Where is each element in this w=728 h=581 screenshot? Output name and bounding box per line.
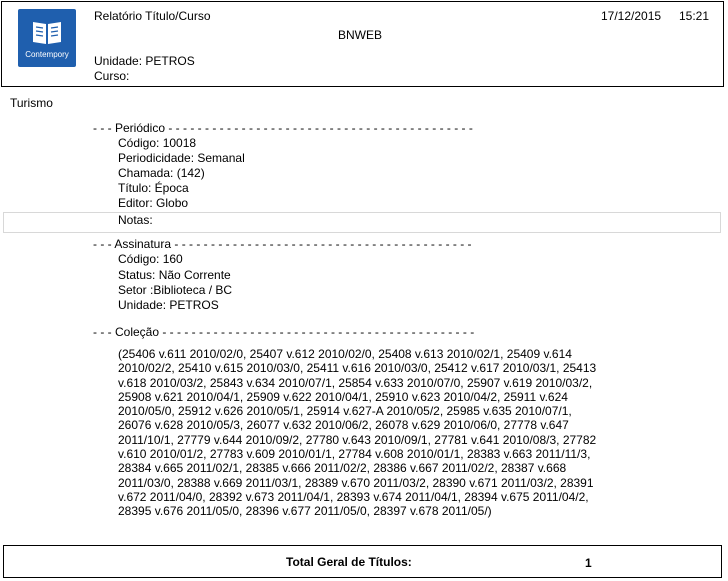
periodico-chamada: Chamada: (142) xyxy=(118,166,205,180)
periodico-codigo: Código: 10018 xyxy=(118,136,197,150)
section-title: Turismo xyxy=(10,96,53,110)
periodico-notas: Notas: xyxy=(118,213,153,227)
logo-text: Contempory xyxy=(25,50,69,59)
periodico-titulo: Título: Época xyxy=(118,181,189,195)
periodico-editor: Editor: Globo xyxy=(118,196,189,210)
assinatura-heading: - - - Assinatura - - - - - - - - - - - - - - - - - - - - - - - - - - - - - - - - - - - - - - - - - xyxy=(93,237,472,251)
report-date: 17/12/2015 xyxy=(601,9,662,23)
colecao-line: 2011/10/1, 27779 v.644 2010/09/2, 27780 v.643 2010/09/1, 27781 v.641 2010/08/3, 27782 xyxy=(118,432,597,447)
assinatura-codigo: Código: 160 xyxy=(118,252,183,266)
report-time: 15:21 xyxy=(679,9,710,23)
colecao-line: 2010/02/2, 25410 v.615 2010/03/0, 25411 v.616 2010/03/0, 25412 v.617 2010/03/1, 25413 xyxy=(118,361,597,376)
assinatura-setor: Setor :Biblioteca / BC xyxy=(118,283,233,297)
colecao-line: 28384 v.665 2011/02/1, 28385 v.666 2011/02/2, 28386 v.667 2011/02/2, 28387 v.668 xyxy=(118,461,567,476)
colecao-line: 2010/05/0, 25912 v.626 2010/05/1, 25914 v.627-A 2010/05/2, 25985 v.635 2010/07/1, xyxy=(118,404,572,419)
company-logo xyxy=(18,9,76,67)
colecao-line: 25908 v.621 2010/04/1, 25909 v.622 2010/04/1, 25910 v.623 2010/04/2, 25911 v.624 xyxy=(118,389,568,404)
notes-row xyxy=(3,212,721,233)
colecao-line: 28395 v.676 2011/05/0, 28396 v.677 2011/05/0, 28397 v.678 2011/05/) xyxy=(118,504,492,519)
unit-line: Unidade: PETROS xyxy=(94,54,195,68)
colecao-line: 26076 v.628 2010/05/3, 26077 v.632 2010/06/2, 26078 v.629 2010/06/0, 27778 v.647 xyxy=(118,418,569,433)
system-name: BNWEB xyxy=(338,28,383,42)
colecao-line: v.610 2010/01/2, 27783 v.609 2010/01/1, 27784 v.608 2010/01/1, 28383 v.663 2011/11/3, xyxy=(118,447,591,462)
colecao-heading: - - - Coleção - - - - - - - - - - - - - - - - - - - - - - - - - - - - - - - - - - - - - - - - - - - xyxy=(93,325,475,339)
total-label: Total Geral de Títulos: xyxy=(286,555,412,569)
total-value: 1 xyxy=(585,556,592,570)
course-line: Curso: xyxy=(94,69,130,83)
assinatura-unidade: Unidade: PETROS xyxy=(118,298,219,312)
colecao-line: v.618 2010/03/2, 25843 v.634 2010/07/1, 25854 v.633 2010/07/0, 25907 v.619 2010/03/2, xyxy=(118,375,593,390)
colecao-line: 2011/03/0, 28388 v.669 2011/03/1, 28389 v.670 2011/03/2, 28390 v.671 2011/03/2, 28391 xyxy=(118,475,594,490)
colecao-list xyxy=(118,347,658,519)
periodico-periodicidade: Periodicidade: Semanal xyxy=(118,151,245,165)
book-icon xyxy=(31,18,63,46)
assinatura-status: Status: Não Corrente xyxy=(118,268,231,282)
report-title: Relatório Título/Curso xyxy=(94,9,211,23)
periodico-heading: - - - Periódico - - - - - - - - - - - - - - - - - - - - - - - - - - - - - - - - - - - - - - - - - - xyxy=(93,121,473,135)
colecao-line: v.672 2011/04/0, 28392 v.673 2011/04/1, 28393 v.674 2011/04/1, 28394 v.675 2011/04/2, xyxy=(118,489,589,504)
colecao-line: (25406 v.611 2010/02/0, 25407 v.612 2010/02/0, 25408 v.613 2010/02/1, 25409 v.614 xyxy=(118,347,572,361)
